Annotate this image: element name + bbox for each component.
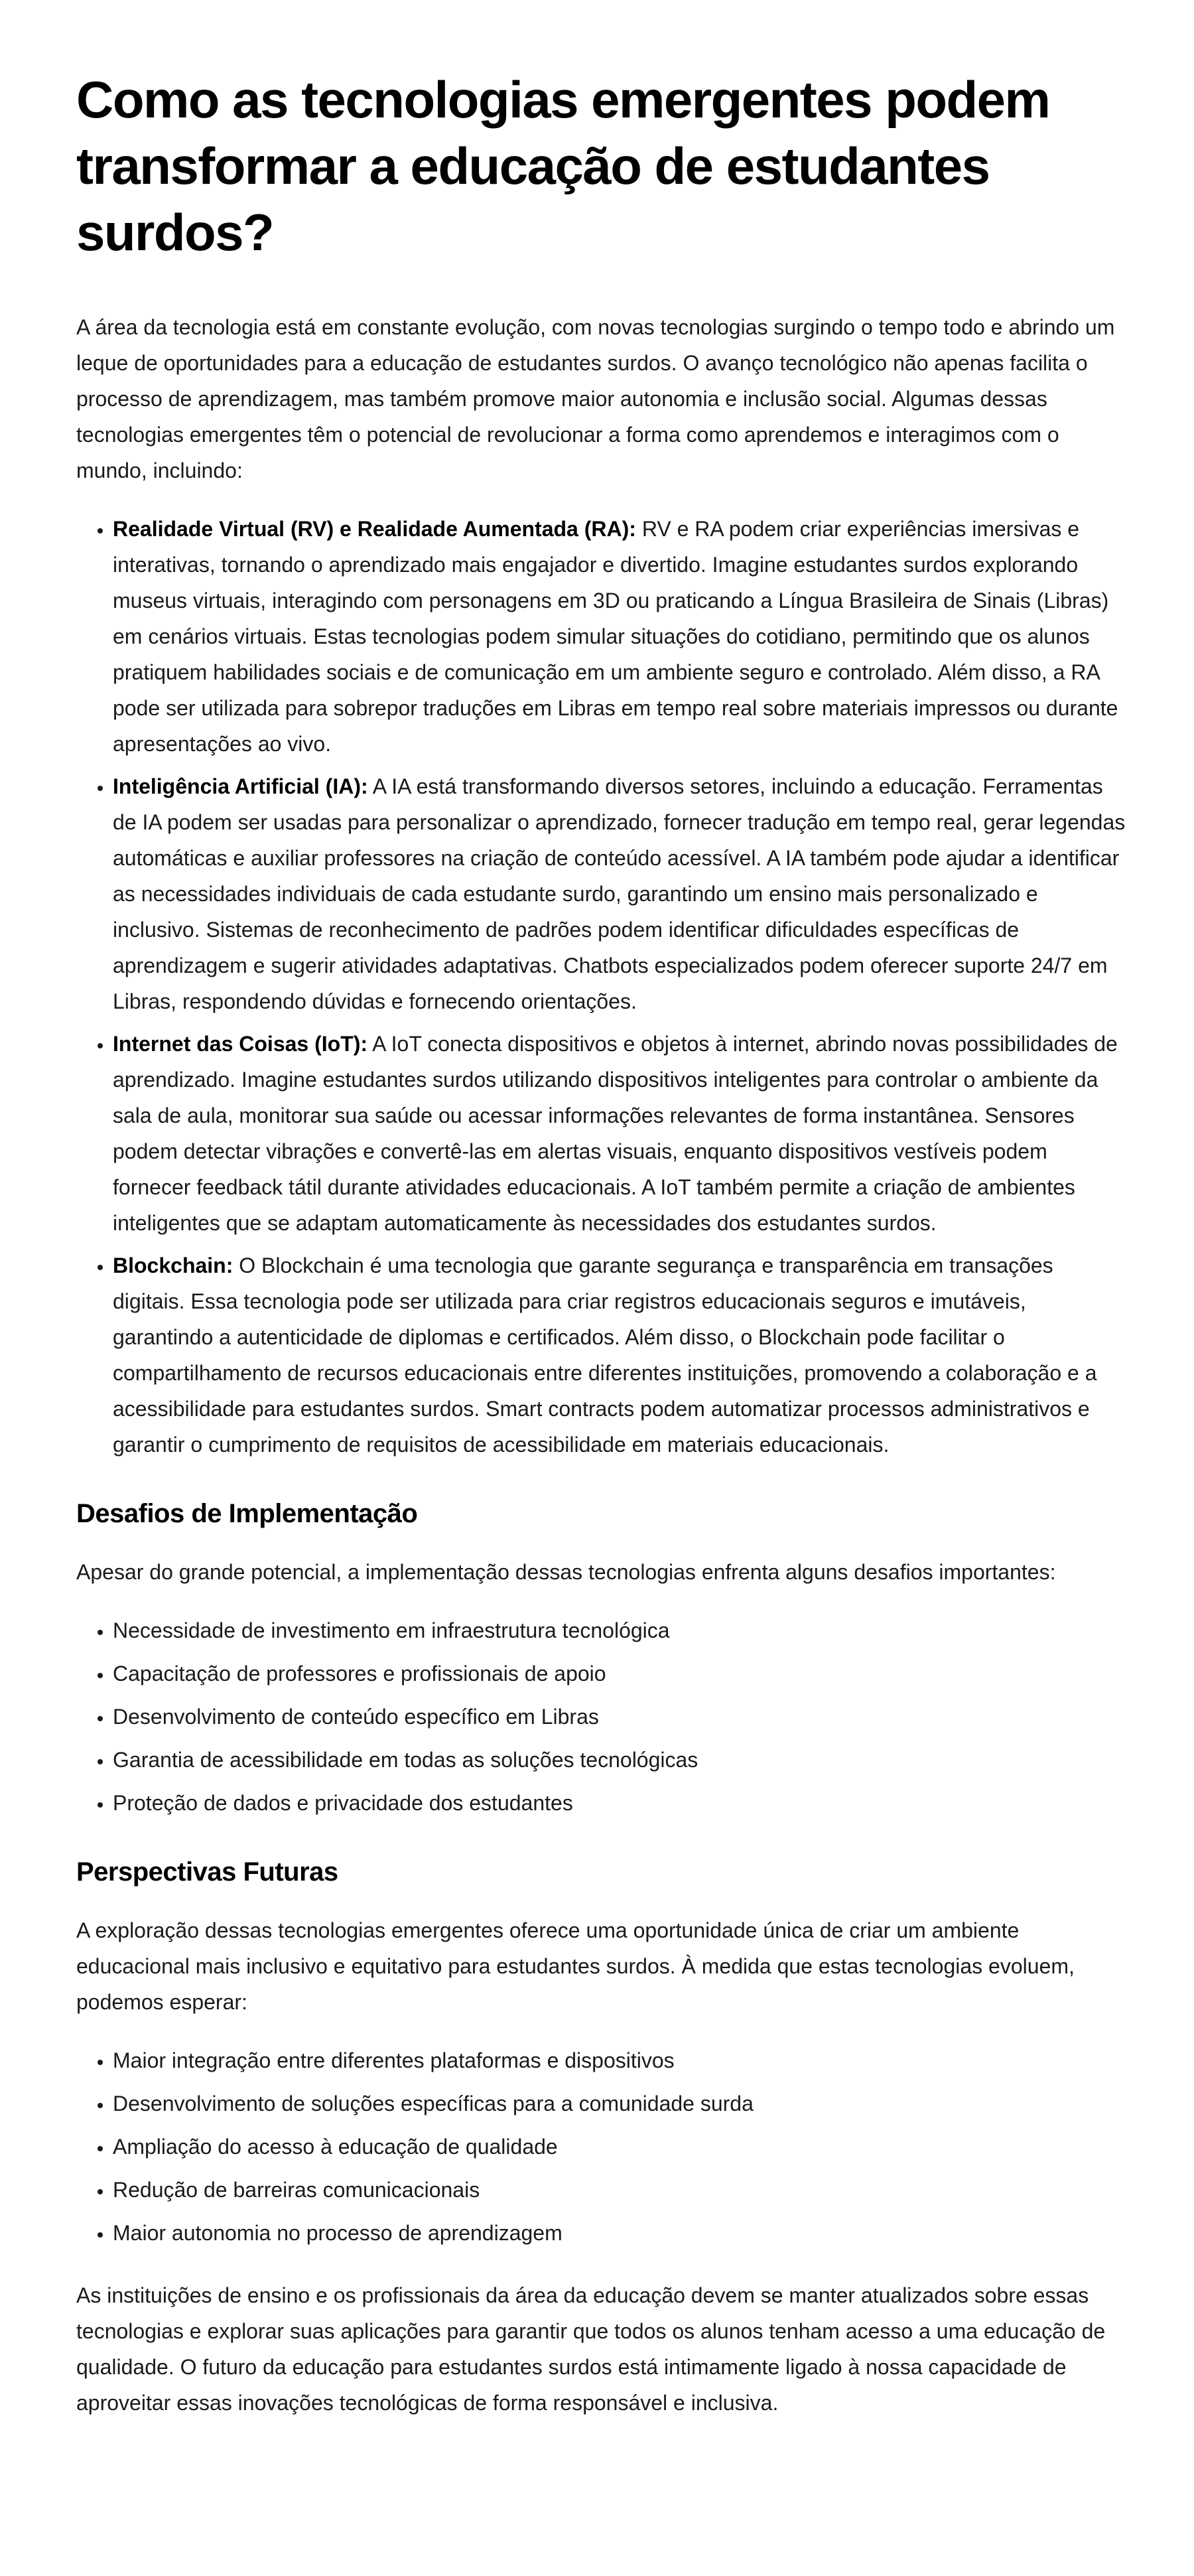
list-item-text: A IoT conecta dispositivos e objetos à internet, abrindo novas possibilidades de aprendizado. Imagine estudantes surdos utilizando dispositivos inteligentes para controlar o ambiente da sala de aula, monitorar sua saúde ou acessar informações relevantes de forma instantânea. Sensores podem detectar vibrações e convertê-las em alertas visuais, enquanto dispositivos vestíveis podem fornecer feedback tátil durante atividades educacionais. A IoT também permite a criação de ambientes inteligentes que se adaptam automaticamente às necessidades dos estudantes surdos.: [113, 1032, 1118, 1235]
challenges-heading: Desafios de Implementação: [76, 1499, 418, 1528]
list-item: • Desenvolvimento de conteúdo específico em Libras: [113, 1699, 1128, 1735]
conclusion-paragraph: As instituições de ensino e os profissionais da área da educação devem se manter atualizados sobre essas tecnologias e explorar suas aplicações para garantir que todos os alunos tenham acesso a uma educação de qualidade. O futuro da educação para estudantes surdos está intimamente ligado à nossa capacidade de aproveitar essas inovações tecnológicas de forma responsável e inclusiva.: [76, 2283, 1106, 2415]
list-item: • Necessidade de investimento em infraestrutura tecnológica: [113, 1612, 1128, 1648]
list-item: • Ampliação do acesso à educação de qualidade: [113, 2129, 1128, 2165]
future-intro: A exploração dessas tecnologias emergentes oferece uma oportunidade única de criar um ambiente educacional mais inclusivo e equitativo para estudantes surdos. À medida que estas tecnologias evoluem, podemos esperar:: [76, 1918, 1075, 2014]
list-item: • Redução de barreiras comunicacionais: [113, 2172, 1128, 2208]
list-item-iot: [113, 1026, 1128, 1241]
list-item-term: Inteligência Artificial (IA):: [113, 774, 368, 798]
list-item-rv-ra: [113, 511, 1128, 762]
challenges-intro: Apesar do grande potencial, a implementação dessas tecnologias enfrenta alguns desafios importantes:: [76, 1560, 1056, 1584]
future-heading: Perspectivas Futuras: [76, 1857, 338, 1887]
list-item-text: RV e RA podem criar experiências imersivas e interativas, tornando o aprendizado mais engajador e divertido. Imagine estudantes surdos explorando museus virtuais, interagindo com personagens em 3D ou praticando a Língua Brasileira de Sinais (Libras) em cenários virtuais. Estas tecnologias podem simular situações do cotidiano, permitindo que os alunos pratiquem habilidades sociais e de comunicação em um ambiente seguro e controlado. Além disso, a RA pode ser utilizada para sobrepor traduções em Libras em tempo real sobre materiais impressos ou durante apresentações ao vivo.: [113, 517, 1118, 756]
list-item-ia: [113, 768, 1128, 1019]
list-item: • Capacitação de professores e profissionais de apoio: [113, 1656, 1128, 1691]
page-title: Como as tecnologias emergentes podem transformar a educação de estudantes surdos?: [76, 70, 1050, 261]
list-item-term: Realidade Virtual (RV) e Realidade Aumentada (RA):: [113, 517, 636, 541]
intro-paragraph: A área da tecnologia está em constante evolução, com novas tecnologias surgindo o tempo todo e abrindo um leque de oportunidades para a educação de estudantes surdos. O avanço tecnológico não apenas facilita o processo de aprendizagem, mas também promove maior autonomia e inclusão social. Algumas dessas tecnologias emergentes têm o potencial de revolucionar a forma como aprendemos e interagimos com o mundo, incluindo:: [76, 315, 1115, 482]
list-item: • Desenvolvimento de soluções específicas para a comunidade surda: [113, 2086, 1128, 2121]
list-item-blockchain: [113, 1248, 1128, 1463]
list-item-text: O Blockchain é uma tecnologia que garante segurança e transparência em transações digitais. Essa tecnologia pode ser utilizada para criar registros educacionais seguros e imutáveis, garantindo a autenticidade de diplomas e certificados. Além disso, o Blockchain pode facilitar o compartilhamento de recursos educacionais entre diferentes instituições, promovendo a colaboração e a acessibilidade para estudantes surdos. Smart contracts podem automatizar processos administrativos e garantir o cumprimento de requisitos de acessibilidade em materiais educacionais.: [113, 1253, 1097, 1457]
list-item: • Proteção de dados e privacidade dos estudantes: [113, 1785, 1128, 1821]
challenges-list: [76, 1612, 1128, 1821]
list-item: • Maior integração entre diferentes plataformas e dispositivos: [113, 2042, 1128, 2078]
future-list: [76, 2042, 1128, 2251]
list-item-term: Blockchain:: [113, 1253, 233, 1277]
list-item-term: Internet das Coisas (IoT):: [113, 1032, 368, 1056]
list-item: • Maior autonomia no processo de aprendizagem: [113, 2215, 1128, 2251]
list-item: • Garantia de acessibilidade em todas as soluções tecnológicas: [113, 1742, 1128, 1778]
list-item-text: A IA está transformando diversos setores, incluindo a educação. Ferramentas de IA podem ser usadas para personalizar o aprendizado, fornecer tradução em tempo real, gerar legendas automáticas e auxiliar professores na criação de conteúdo acessível. A IA também pode ajudar a identificar as necessidades individuais de cada estudante surdo, garantindo um ensino mais personalizado e inclusivo. Sistemas de reconhecimento de padrões podem identificar dificuldades específicas de aprendizagem e sugerir atividades adaptativas. Chatbots especializados podem oferecer suporte 24/7 em Libras, respondendo dúvidas e fornecendo orientações.: [113, 774, 1126, 1013]
technologies-list: [76, 511, 1128, 1463]
